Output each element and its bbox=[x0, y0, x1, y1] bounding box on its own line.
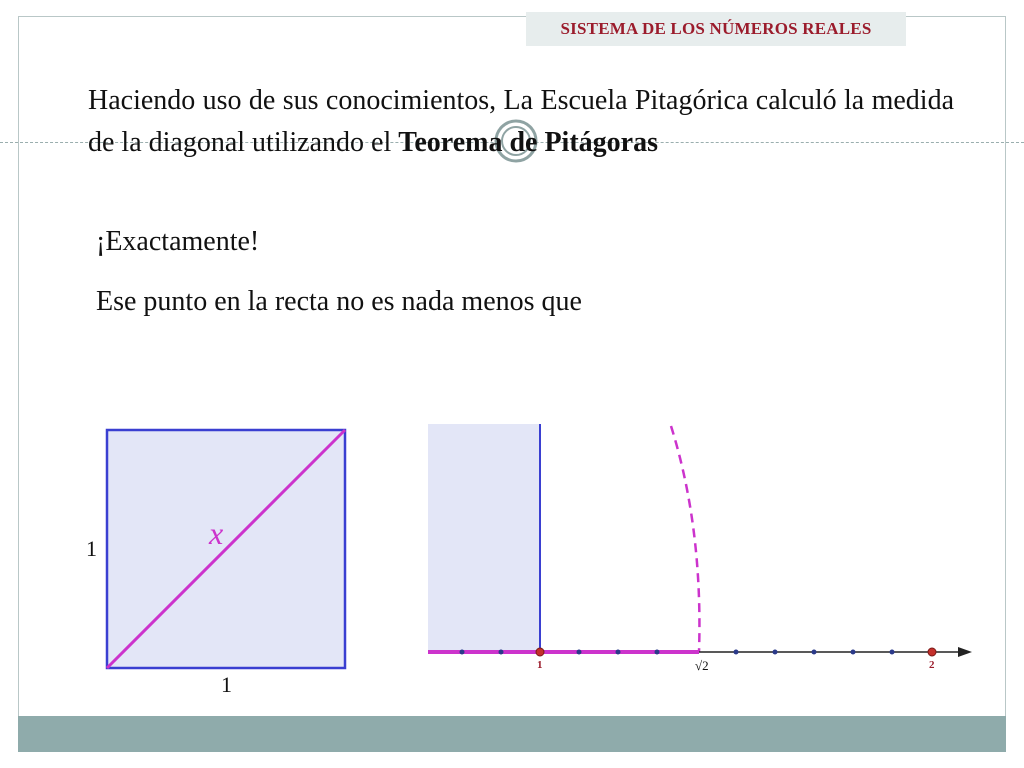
axis-arrow bbox=[958, 647, 972, 657]
tick-dot bbox=[616, 650, 621, 655]
compass-arc bbox=[671, 426, 699, 652]
tick-dot bbox=[773, 650, 778, 655]
exclamation-text: ¡Exactamente! bbox=[96, 226, 260, 257]
label-one: 1 bbox=[537, 659, 543, 671]
footer-bar bbox=[18, 716, 1006, 752]
label-sqrt2: √2 bbox=[695, 658, 709, 673]
main-paragraph bbox=[88, 80, 954, 164]
paragraph-text: Haciendo uso de sus conocimientos, La Escuela Pitagórica calculó la medida de la diagonal utilizando el bbox=[88, 85, 954, 158]
tick-dot bbox=[460, 650, 465, 655]
tick-dot bbox=[655, 650, 660, 655]
statement-text: Ese punto en la recta no es nada menos que bbox=[96, 286, 582, 317]
diagonal-label: x bbox=[209, 515, 224, 551]
paragraph-bold-term: Teorema de Pitágoras bbox=[398, 127, 658, 158]
tick-dot bbox=[734, 650, 739, 655]
square-column bbox=[428, 424, 540, 652]
tick-dot bbox=[577, 650, 582, 655]
square-figure bbox=[78, 418, 368, 704]
tick-dot bbox=[499, 650, 504, 655]
point-one-marker bbox=[536, 648, 544, 656]
label-two: 2 bbox=[929, 659, 935, 671]
tick-dot bbox=[812, 650, 817, 655]
side-label-left: 1 bbox=[86, 536, 97, 561]
section-title-badge bbox=[526, 12, 906, 46]
tick-dot bbox=[851, 650, 856, 655]
number-line-figure bbox=[420, 418, 980, 688]
side-label-bottom: 1 bbox=[221, 672, 232, 697]
tick-dot bbox=[890, 650, 895, 655]
section-title: SISTEMA DE LOS NÚMEROS REALES bbox=[560, 19, 872, 38]
point-two-marker bbox=[928, 648, 936, 656]
